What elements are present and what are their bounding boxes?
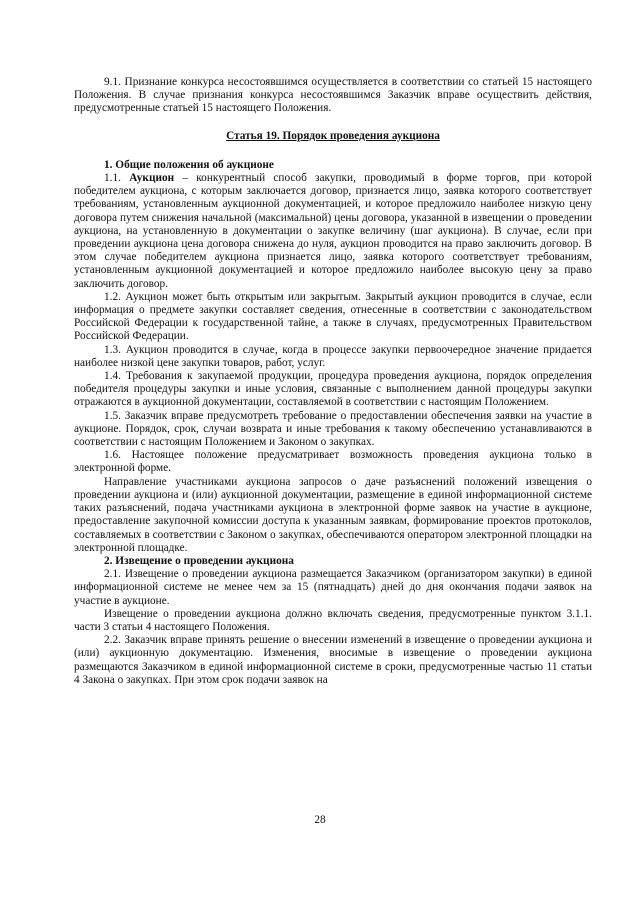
section-2-heading: 2. Извещение о проведении аукциона [104, 554, 294, 567]
paragraph-1-2: 1.2. Аукцион может быть открытым или закрытым. Закрытый аукцион проводится в случае, если информация о предмете закупки составляет сведения, отнесенные в соответствии с законодательством Российской Федерации к государственной тайне, а также в случаях, предусмотренных Правительством Российской Федерации. [74, 290, 592, 343]
paragraph-napravlenie: Направление участниками аукциона запросов о даче разъяснений положений извещения о проведении аукциона и (или) аукционной документации, размещение в единой информационной системе таких разъяснений, подача участниками аукциона в электронной форме заявок на участие в аукционе, предоставление закупочной комиссии доступа к указанным заявкам, формирование проектов протоколов, составляемых в соответствии с Законом о закупках, обеспечиваются оператором электронной площадки на электронной площадке. [74, 475, 592, 554]
paragraph-1-1-number: 1.1. [104, 172, 130, 185]
paragraph-1-1-term: Аукцион [129, 172, 175, 185]
paragraph-1-3: 1.3. Аукцион проводится в случае, когда в процессе закупки первоочередное значение придается наиболее низкой цене закупки товаров, работ, услуг. [74, 343, 592, 369]
paragraph-1-6: 1.6. Настоящее положение предусматривает возможность проведения аукциона только в электронной форме. [74, 449, 592, 475]
paragraph-1-4: 1.4. Требования к закупаемой продукции, процедура проведения аукциона, порядок определения победителя процедуры закупки и иные условия, связанные с выполнением данной процедуры закупки отражаются в аукционной документации, составляемой в соответствии с настоящим Положением. [74, 370, 592, 409]
paragraph-1-1-text: – конкурентный способ закупки, проводимый в форме торгов, при которой победителем аукциона, с которым заключается договор, признается лицо, заявка которого соответствует требованиям, установленным аукционной документацией, и которое предложило наиболее низкую цену договора путем снижения начальной (максимальной) цены договора, указанной в извещении о проведении аукциона, на установленную в документации о закупке величину (шаг аукциона). В случае, если при проведении аукциона цена договора снижена до нуля, аукцион проводится на право заключить договор. В этом случае победителем аукциона признается лицо, заявка которого соответствует требованиям, установленным аукционной документацией и которое предложило наиболее высокую цену за право заключить договор. [74, 172, 592, 290]
section-1-heading: 1. Общие положения об аукционе [104, 158, 274, 171]
article-title: Статья 19. Порядок проведения аукциона [226, 129, 440, 142]
document-body [74, 76, 592, 687]
paragraph-1-1 [74, 172, 592, 291]
paragraph-2-1: 2.1. Извещение о проведении аукциона размещается Заказчиком (организатором закупки) в единой информационной системе не менее чем за 15 (пятнадцать) дней до дня окончания подачи заявок на участие в аукционе. [74, 568, 592, 607]
paragraph-2-2: 2.2. Заказчик вправе принять решение о внесении изменений в извещение о проведении аукциона и (или) аукционную документацию. Изменения, вносимые в извещение о проведении аукциона размещаются Заказчиком в единой информационной системе в сроки, предусмотренные частью 11 статьи 4 Закона о закупках. При этом срок подачи заявок на [74, 634, 592, 686]
paragraph-9-1: 9.1. Признание конкурса несостоявшимся осуществляется в соответствии со статьей 15 настоящего Положения. В случае признания конкурса несостоявшимся Заказчик вправе осуществить действия, предусмотренные статьей 15 настоящего Положения. [74, 76, 592, 115]
page-number: 28 [314, 814, 326, 826]
paragraph-1-5: 1.5. Заказчик вправе предусмотреть требование о предоставлении обеспечения заявки на участие в аукционе. Порядок, срок, случаи возврата и иные требования к такому обеспечению устанавливаются в соответствии с настоящим Положением и Законом о закупках. [74, 409, 592, 449]
paragraph-2-1-b: Извещение о проведении аукциона должно включать сведения, предусмотренные пунктом 3.1.1. части 3 статьи 4 настоящего Положения. [74, 607, 592, 633]
